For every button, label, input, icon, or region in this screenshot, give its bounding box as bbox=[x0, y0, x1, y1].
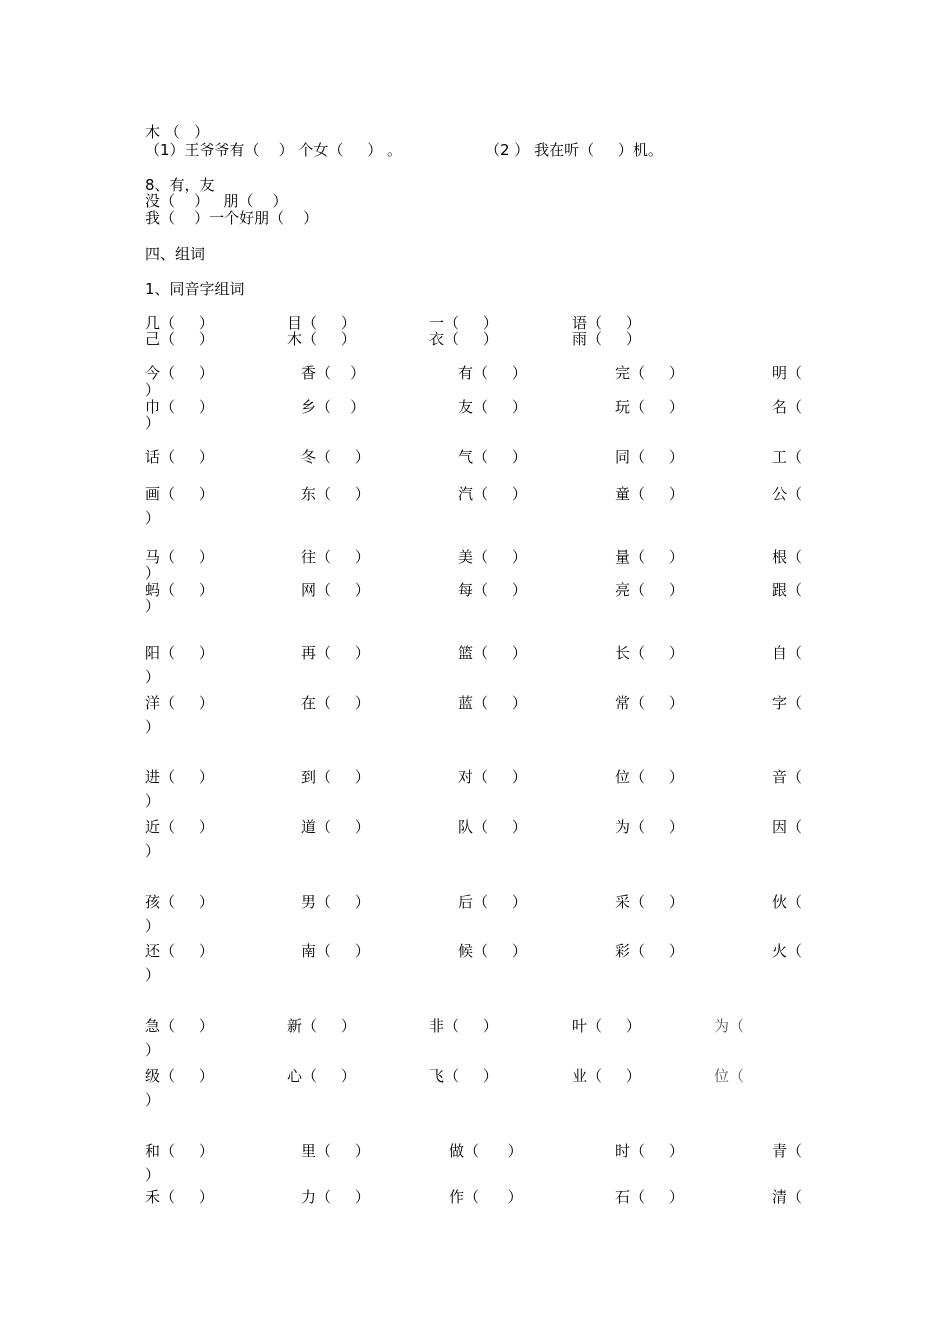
word-cell: 公（ bbox=[772, 485, 803, 503]
word-cell: 马（ ） bbox=[145, 548, 214, 566]
word-cell: 巾（ ） bbox=[145, 398, 214, 416]
word-cell: 篮（ ） bbox=[458, 644, 527, 662]
word-cell: 采（ ） bbox=[615, 893, 684, 911]
word-cell: 长（ ） bbox=[615, 644, 684, 662]
word-cell: 伙（ bbox=[772, 893, 803, 911]
word-cell: 衣（ ） bbox=[429, 330, 498, 348]
word-cell: 位（ bbox=[714, 1067, 745, 1085]
word-cell-wrap: ） bbox=[145, 1091, 161, 1109]
word-cell-wrap: ） bbox=[145, 842, 161, 860]
word-cell: 气（ ） bbox=[458, 448, 527, 466]
section-4-subtitle: 1、同音字组词 bbox=[145, 280, 245, 298]
word-cell-wrap: ） bbox=[145, 966, 161, 984]
word-cell: 时（ ） bbox=[615, 1142, 684, 1160]
word-cell-wrap: ） bbox=[145, 668, 161, 686]
word-cell: 为（ bbox=[714, 1017, 745, 1035]
word-cell-wrap: ） bbox=[145, 792, 161, 810]
word-cell: 工（ bbox=[772, 448, 803, 466]
word-cell: 蓝（ ） bbox=[458, 694, 527, 712]
word-cell: 乡（ ） bbox=[301, 398, 366, 416]
word-cell: 和（ ） bbox=[145, 1142, 214, 1160]
word-cell: 玩（ ） bbox=[615, 398, 684, 416]
word-cell: 字（ bbox=[772, 694, 803, 712]
word-cell: 青（ bbox=[772, 1142, 803, 1160]
word-cell: 为（ ） bbox=[615, 818, 684, 836]
word-cell: 东（ ） bbox=[301, 485, 370, 503]
word-cell: 道（ ） bbox=[301, 818, 370, 836]
word-cell: 还（ ） bbox=[145, 942, 214, 960]
word-cell: 友（ ） bbox=[458, 398, 527, 416]
word-cell: 在（ ） bbox=[301, 694, 370, 712]
word-cell: 石（ ） bbox=[615, 1188, 684, 1206]
word-cell: 常（ ） bbox=[615, 694, 684, 712]
word-cell: 近（ ） bbox=[145, 818, 214, 836]
word-cell: 汽（ ） bbox=[458, 485, 527, 503]
word-cell: 己（ ） bbox=[145, 330, 214, 348]
question-2: （2 ） 我在听（ ）机。 bbox=[485, 141, 663, 159]
word-cell: 语（ ） bbox=[572, 314, 641, 332]
word-cell: 到（ ） bbox=[301, 768, 370, 786]
word-cell: 量（ ） bbox=[615, 548, 684, 566]
word-cell: 名（ bbox=[772, 398, 803, 416]
word-cell: 心（ ） bbox=[287, 1067, 356, 1085]
question-1: （1）王爷爷有（ ） 个女（ ） 。 bbox=[145, 141, 402, 159]
word-cell: 同（ ） bbox=[615, 448, 684, 466]
word-cell-wrap: ） bbox=[145, 381, 161, 399]
item-8-line-2: 我（ ）一个好朋（ ） bbox=[145, 209, 319, 227]
item-8-title: 8、有，友 bbox=[145, 176, 215, 194]
word-cell: 画（ ） bbox=[145, 485, 214, 503]
word-cell: 叶（ ） bbox=[572, 1017, 641, 1035]
line-mu: 木 （ ） bbox=[145, 123, 210, 141]
word-cell: 香（ ） bbox=[301, 364, 366, 382]
word-cell: 雨（ ） bbox=[572, 330, 641, 348]
word-cell: 男（ ） bbox=[301, 893, 370, 911]
word-cell: 位（ ） bbox=[615, 768, 684, 786]
word-cell: 自（ bbox=[772, 644, 803, 662]
word-cell: 美（ ） bbox=[458, 548, 527, 566]
word-cell: 禾（ ） bbox=[145, 1188, 214, 1206]
word-cell: 新（ ） bbox=[287, 1017, 356, 1035]
word-cell: 音（ bbox=[772, 768, 803, 786]
word-cell: 彩（ ） bbox=[615, 942, 684, 960]
word-cell: 队（ ） bbox=[458, 818, 527, 836]
word-cell: 木（ ） bbox=[287, 330, 356, 348]
word-cell: 根（ bbox=[772, 548, 803, 566]
word-cell: 南（ ） bbox=[301, 942, 370, 960]
word-cell: 蚂（ ） bbox=[145, 581, 214, 599]
word-cell: 网（ ） bbox=[301, 581, 370, 599]
word-cell: 有（ ） bbox=[458, 364, 527, 382]
word-cell: 洋（ ） bbox=[145, 694, 214, 712]
word-cell: 业（ ） bbox=[572, 1067, 641, 1085]
word-cell: 非（ ） bbox=[429, 1017, 498, 1035]
word-cell: 因（ bbox=[772, 818, 803, 836]
word-cell: 目（ ） bbox=[287, 314, 356, 332]
word-cell: 级（ ） bbox=[145, 1067, 214, 1085]
word-cell-wrap: ） bbox=[145, 564, 161, 582]
word-cell: 后（ ） bbox=[458, 893, 527, 911]
word-cell: 力（ ） bbox=[301, 1188, 370, 1206]
word-cell: 几（ ） bbox=[145, 314, 214, 332]
word-cell-wrap: ） bbox=[145, 414, 161, 432]
word-cell: 飞（ ） bbox=[429, 1067, 498, 1085]
word-cell: 今（ ） bbox=[145, 364, 214, 382]
word-cell-wrap: ） bbox=[145, 509, 161, 527]
word-cell: 童（ ） bbox=[615, 485, 684, 503]
word-cell: 每（ ） bbox=[458, 581, 527, 599]
word-cell: 完（ ） bbox=[615, 364, 684, 382]
word-cell-wrap: ） bbox=[145, 917, 161, 935]
word-cell: 作（ ） bbox=[449, 1188, 523, 1206]
word-cell: 火（ bbox=[772, 942, 803, 960]
word-cell-wrap: ） bbox=[145, 718, 161, 736]
word-cell: 候（ ） bbox=[458, 942, 527, 960]
section-4-title: 四、组词 bbox=[145, 245, 206, 263]
item-8-line-1: 没（ ） 朋（ ） bbox=[145, 192, 288, 210]
word-cell: 一（ ） bbox=[429, 314, 498, 332]
word-cell: 进（ ） bbox=[145, 768, 214, 786]
word-cell: 孩（ ） bbox=[145, 893, 214, 911]
word-cell: 对（ ） bbox=[458, 768, 527, 786]
word-cell-wrap: ） bbox=[145, 1041, 161, 1059]
word-cell: 里（ ） bbox=[301, 1142, 370, 1160]
word-cell: 做（ ） bbox=[449, 1142, 523, 1160]
word-cell: 亮（ ） bbox=[615, 581, 684, 599]
word-cell-wrap: ） bbox=[145, 1166, 161, 1184]
word-cell: 清（ bbox=[772, 1188, 803, 1206]
word-cell: 明（ bbox=[772, 364, 803, 382]
word-cell: 跟（ bbox=[772, 581, 803, 599]
word-cell: 急（ ） bbox=[145, 1017, 214, 1035]
word-cell: 阳（ ） bbox=[145, 644, 214, 662]
word-cell: 话（ ） bbox=[145, 448, 214, 466]
word-cell: 往（ ） bbox=[301, 548, 370, 566]
word-cell: 冬（ ） bbox=[301, 448, 370, 466]
word-cell-wrap: ） bbox=[145, 597, 161, 615]
word-cell: 再（ ） bbox=[301, 644, 370, 662]
